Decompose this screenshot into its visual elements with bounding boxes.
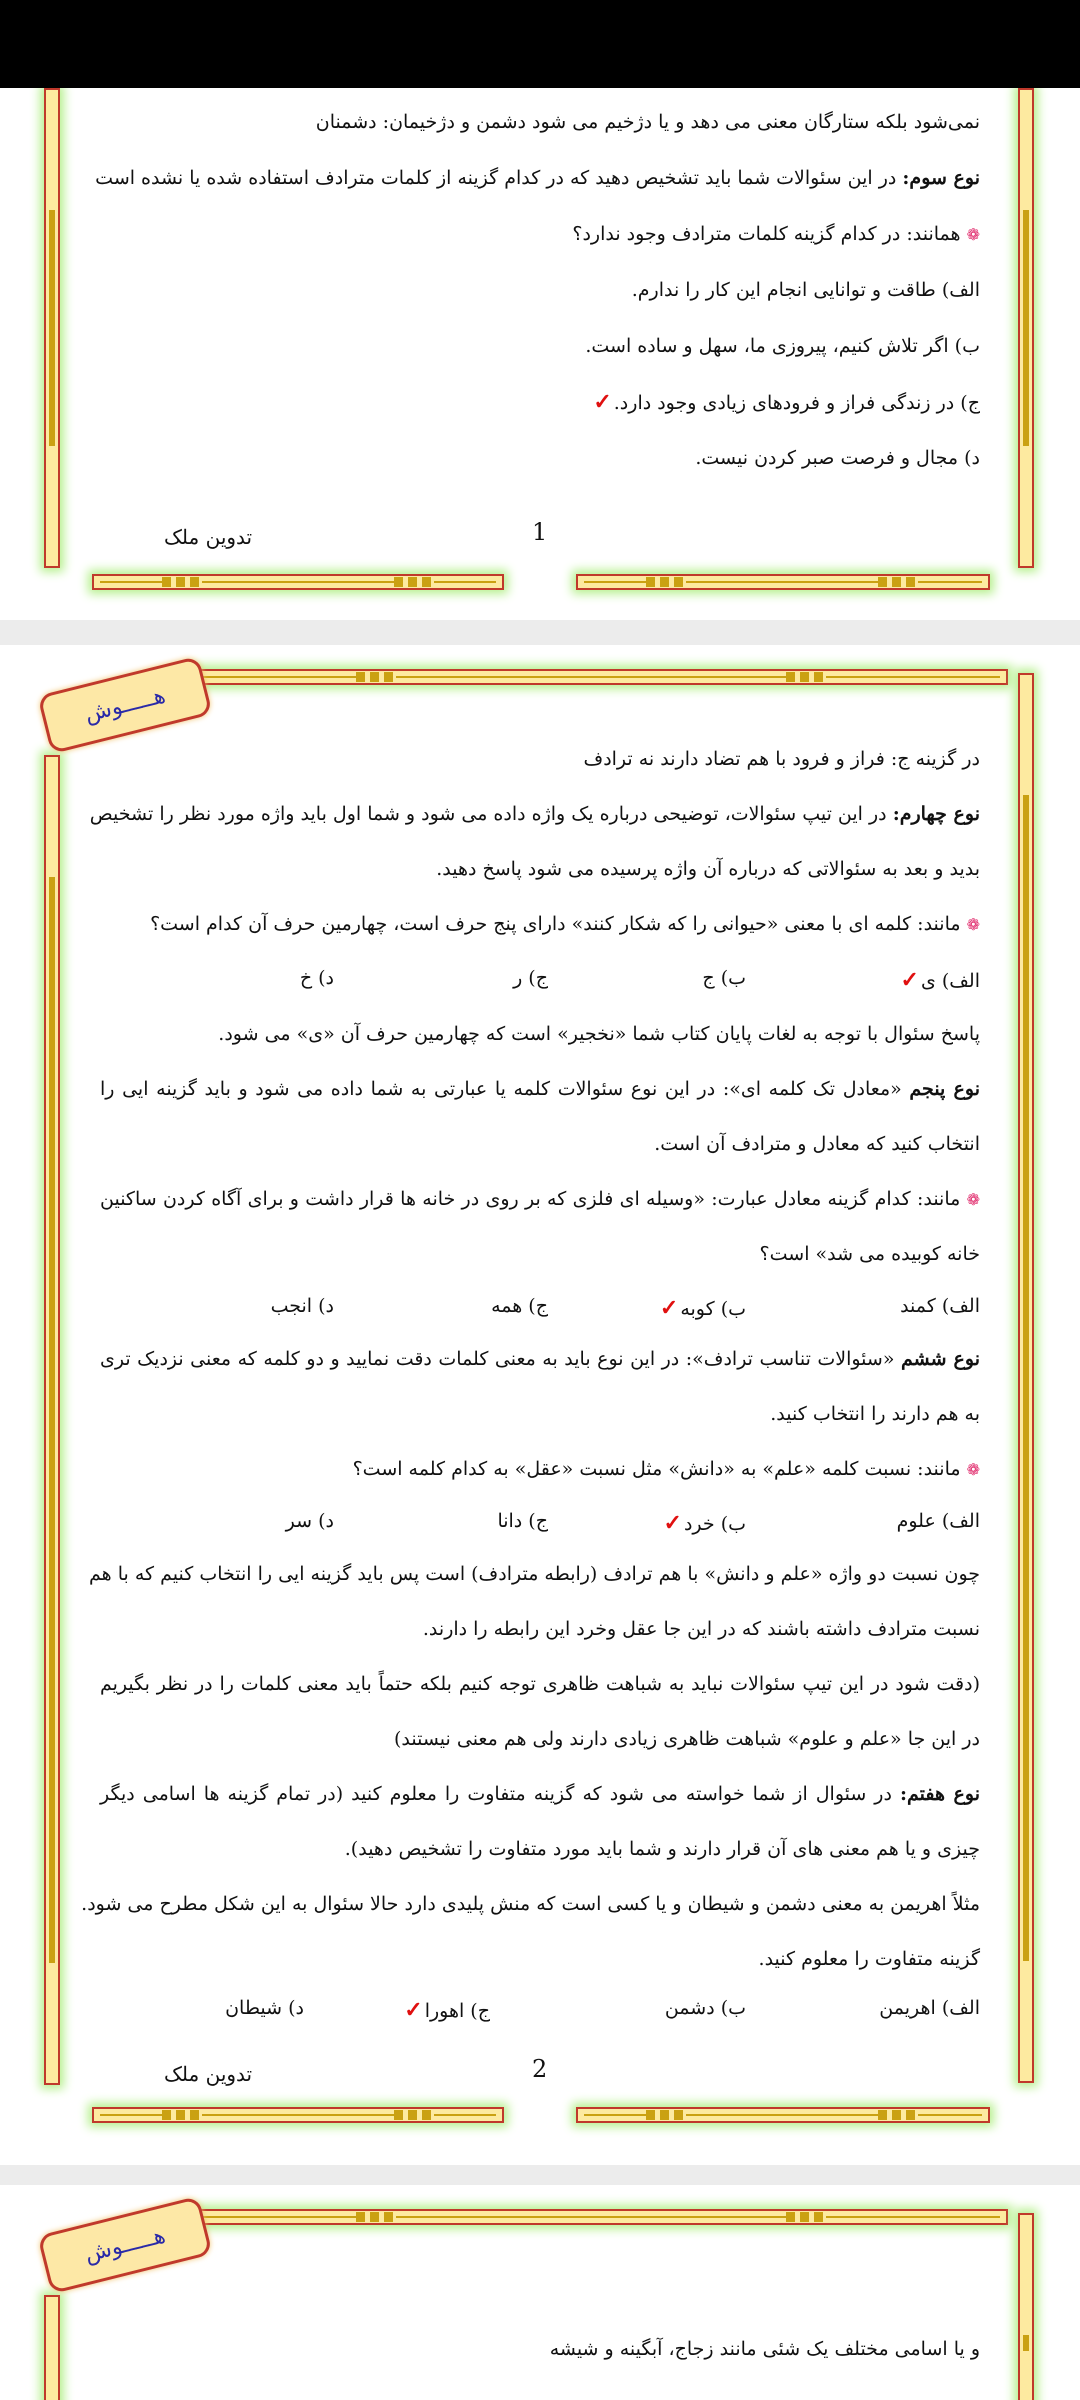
bullet-icon: ❁ <box>966 915 980 934</box>
answer-line: پاسخ سئوال با توجه به لغات پایان کتاب شما «نخجیر» است که چهارمین حرف آن «ی» می شود. <box>218 1023 980 1045</box>
frame-top <box>194 2209 1008 2225</box>
option-d: د) مجال و فرصت صبر کردن نیست. <box>695 447 980 469</box>
type6-text: «سئوالات تناسب ترادف»: در این نوع باید به معنی کلمات دقت نمایید و دو کلمه که معنی نزدیک تری <box>100 1348 901 1370</box>
type4-paragraph <box>89 800 980 828</box>
check-icon: ✓ <box>663 1510 682 1536</box>
type6-heading: نوع ششم <box>900 1348 981 1370</box>
type5-text: «معادل تک کلمه ای»: در این نوع سئوالات کلمه یا عبارتی به شما داده می شود و باید گزینه ایی را <box>100 1078 910 1100</box>
check-icon: ✓ <box>900 967 919 993</box>
status-bar <box>0 0 1080 88</box>
option-a: الف) علوم <box>896 1510 980 1532</box>
type3-heading: نوع سوم: <box>902 167 980 189</box>
example-line <box>100 1185 980 1214</box>
option-a <box>901 967 981 993</box>
text-line: چون نسبت دو واژه «علم و دانش» با هم ترادف (رابطه مترادف) است پس باید گزینه ایی را انتخاب کنیم که با هم <box>89 1563 980 1585</box>
text-line: چیزی و یا هم معنی های آن قرار دارند و شما باید مورد متفاوت را تشخیص دهید). <box>344 1838 980 1860</box>
example-line <box>100 1455 980 1484</box>
option-text: ب) خرد <box>683 1513 746 1535</box>
type4-text: در این تیپ سئوالات، توضیحی درباره یک واژه داده می شود و شما اول باید واژه مورد نظر را تشخیص <box>89 803 893 825</box>
note-line: (دقت شود در این تیپ سئوالات نباید به شباهت ظاهری توجه کنیم بلکه حتماً باید معنی کلمات را در نظر بگیریم <box>100 1673 980 1695</box>
bullet-icon: ❁ <box>966 225 980 244</box>
section-tag: هـــــوش <box>37 656 213 754</box>
example-text: مانند: کدام گزینه معادل عبارت: «وسیله ای فلزی که بر روی در خانه ها قرار داشت و برای آگاه کردن ساکنین <box>100 1188 967 1210</box>
bullet-icon: ❁ <box>966 1460 980 1479</box>
frame-bottom-right <box>576 2107 990 2123</box>
option-text: الف) ی <box>920 970 980 992</box>
example-text: مانند: نسبت کلمه «علم» به «دانش» مثل نسبت «عقل» به کدام کلمه است؟ <box>352 1458 967 1480</box>
frame-bottom-left <box>92 574 504 590</box>
text-line: نمی‌شود بلکه ستارگان معنی می دهد و یا دژخیم می شود دشمن و دژخیمان: دشمنان <box>315 111 980 133</box>
bullet-icon: ❁ <box>966 1190 980 1209</box>
option-c-text: ج) در زندگی فراز و فرودهای زیادی وجود دارد. <box>613 392 980 414</box>
option-b: ب) اگر تلاش کنیم، پیروزی ما، سهل و ساده است. <box>585 335 980 357</box>
section-tag: هـــــوش <box>37 2196 213 2294</box>
type7-paragraph <box>100 1780 980 1808</box>
example-text: مانند: کلمه ای با معنی «حیوانی را که شکار کنند» دارای پنج حرف است، چهارمین حرف آن کدام است؟ <box>150 913 967 935</box>
option-a: الف) کمند <box>900 1295 980 1317</box>
example-text: همانند: در کدام گزینه کلمات مترادف وجود ندارد؟ <box>572 223 967 245</box>
page-number: 2 <box>532 2055 548 2083</box>
text-line: نسبت مترادف داشته باشند که در این جا عقل وخرد این رابطه را دارند. <box>422 1618 980 1640</box>
option-text: ج) اهورا <box>424 2000 490 2022</box>
note-line: در این جا «علم و علوم» شباهت ظاهری زیادی دارند ولی هم معنی نیستند) <box>394 1728 980 1750</box>
option-c: ج) ر <box>513 967 548 989</box>
example-line: مثلاً اهریمن به معنی دشمن و شیطان و یا کسی است که منش پلیدی دارد حالا سئوال به این شکل مطرح می شود. <box>81 1893 980 1915</box>
text-line: بدید و بعد به سئوالاتی که درباره آن واژه پرسیده می شود پاسخ دهید. <box>436 858 980 880</box>
option-c <box>100 388 980 417</box>
check-icon: ✓ <box>593 389 612 415</box>
type5-heading: نوع پنجم <box>909 1078 980 1100</box>
type7-text: در سئوال از شما خواسته می شود که گزینه متفاوت را معلوم کنید (در تمام گزینه ها اسامی دیگر <box>100 1783 900 1805</box>
frame-left <box>44 755 60 2085</box>
option-d: د) شیطان <box>225 1997 304 2019</box>
type3-text: در این سئوالات شما باید تشخیص دهید که در کدام گزینه از کلمات مترادف استفاده شده یا نشده است <box>95 167 903 189</box>
option-c <box>404 1997 490 2023</box>
option-b <box>664 1510 746 1536</box>
frame-right <box>1018 88 1034 568</box>
option-c: ج) همه <box>491 1295 548 1317</box>
text-line: به هم دارند را انتخاب کنید. <box>770 1403 980 1425</box>
option-a: الف) طاقت و توانایی انجام این کار را ندارم. <box>631 279 980 301</box>
text-line: خانه کوبیده می شد» است؟ <box>759 1243 980 1265</box>
option-b: ب) دشمن <box>664 1997 746 2019</box>
text-line: و یا اسامی مختلف یک شئی مانند زجاج، آبگینه و شیشه <box>549 2338 980 2360</box>
type3-paragraph <box>95 164 980 192</box>
frame-right <box>1018 2213 1034 2400</box>
check-icon: ✓ <box>404 1997 423 2023</box>
document-page-3 <box>0 2185 1080 2400</box>
page-number: 1 <box>532 518 548 546</box>
check-icon: ✓ <box>659 1295 679 1321</box>
page-footer: تدوین ملک <box>164 525 253 549</box>
type5-paragraph <box>100 1075 980 1103</box>
document-page-1 <box>0 88 1080 620</box>
frame-left <box>44 2295 60 2400</box>
option-d: د) انجب <box>270 1295 334 1317</box>
option-d: د) سر <box>285 1510 334 1532</box>
type7-heading: نوع هفتم: <box>899 1783 980 1805</box>
type6-paragraph <box>100 1345 980 1373</box>
frame-right <box>1018 673 1034 2083</box>
option-c: ج) دانا <box>497 1510 548 1532</box>
text-line: در گزینه ج: فراز و فرود با هم تضاد دارند نه ترادف <box>583 748 980 770</box>
option-a: الف) اهریمن <box>879 1997 980 2019</box>
text-line: انتخاب کنید که معادل و مترادف آن است. <box>654 1133 980 1155</box>
text-line: گزینه متفاوت را معلوم کنید. <box>758 1948 980 1970</box>
document-page-2 <box>0 645 1080 2165</box>
option-b <box>660 1295 746 1321</box>
frame-bottom-left <box>92 2107 504 2123</box>
option-b: ب) ج <box>702 967 746 989</box>
frame-bottom-right <box>576 574 990 590</box>
page-footer: تدوین ملک <box>164 2062 253 2086</box>
example-line <box>100 910 980 939</box>
frame-top <box>194 669 1008 685</box>
frame-left <box>44 88 60 568</box>
option-d: د) خ <box>299 967 334 989</box>
type4-heading: نوع چهارم: <box>892 803 980 825</box>
option-text: ب) کوبه <box>680 1298 746 1320</box>
example-line <box>100 220 980 249</box>
